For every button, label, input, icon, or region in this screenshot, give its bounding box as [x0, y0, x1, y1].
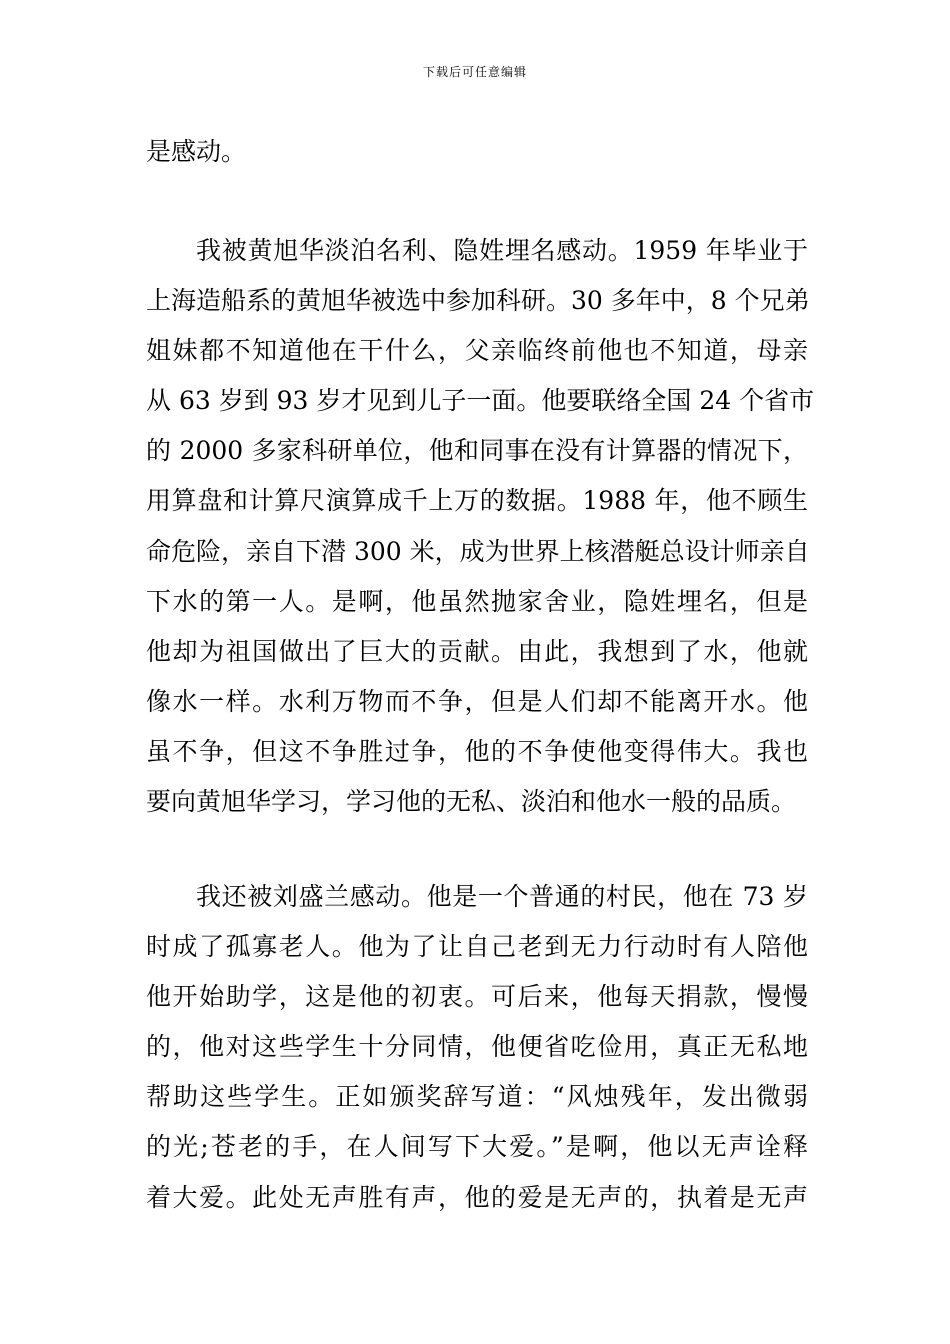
text-line: 是感动。	[146, 137, 247, 166]
paragraph-huang-xuhua	[146, 226, 815, 827]
text-line: 姐妹都不知道他在干什么，父亲临终前他也不知道，母亲	[146, 336, 808, 366]
text-line: 着大爱。此处无声胜有声，他的爱是无声的，执着是无声	[146, 1182, 808, 1212]
paragraph-liu-shenglan	[146, 872, 808, 1223]
text-line: 时成了孤寡老人。他为了让自己老到无力行动时有人陪他	[146, 932, 808, 962]
paragraph-lead	[146, 127, 808, 177]
page-header: 下载后可任意编辑	[422, 65, 527, 79]
text-line: 下水的第一人。是啊，他虽然抛家舍业，隐姓埋名，但是	[146, 586, 808, 616]
text-line: 要向黄旭华学习，学习他的无私、淡泊和他水一般的品质。	[146, 787, 797, 817]
text-line: 我还被刘盛兰感动。他是一个普通的村民，他在 73 岁	[196, 882, 808, 911]
text-line: 从 63 岁到 93 岁才见到儿子一面。他要联络全国 24 个省市	[146, 386, 815, 416]
text-line: 他却为祖国做出了巨大的贡献。由此，我想到了水，他就	[146, 636, 808, 666]
text-line: 的 2000 多家科研单位，他和同事在没有计算器的情况下，	[146, 436, 808, 466]
text-line: 我被黄旭华淡泊名利、隐姓埋名感动。1959 年毕业于	[196, 236, 808, 265]
text-line: 帮助这些学生。正如颁奖辞写道：“风烛残年，发出微弱	[146, 1082, 808, 1112]
text-line: 像水一样。水利万物而不争，但是人们却不能离开水。他	[146, 686, 808, 716]
text-line: 上海造船系的黄旭华被选中参加科研。30 多年中，8 个兄弟	[146, 286, 810, 316]
text-line: 他开始助学，这是他的初衷。可后来，他每天捐款，慢慢	[146, 982, 808, 1012]
text-line: 的光;苍老的手，在人间写下大爱。”是啊，他以无声诠释	[146, 1132, 808, 1162]
text-line: 虽不争，但这不争胜过争，他的不争使他变得伟大。我也	[146, 736, 808, 766]
text-line: 的，他对这些学生十分同情，他便省吃俭用，真正无私地	[146, 1032, 808, 1062]
text-line: 用算盘和计算尺演算成千上万的数据。1988 年，他不顾生	[146, 486, 808, 516]
text-line: 命危险，亲自下潜 300 米，成为世界上核潜艇总设计师亲自	[146, 536, 810, 566]
